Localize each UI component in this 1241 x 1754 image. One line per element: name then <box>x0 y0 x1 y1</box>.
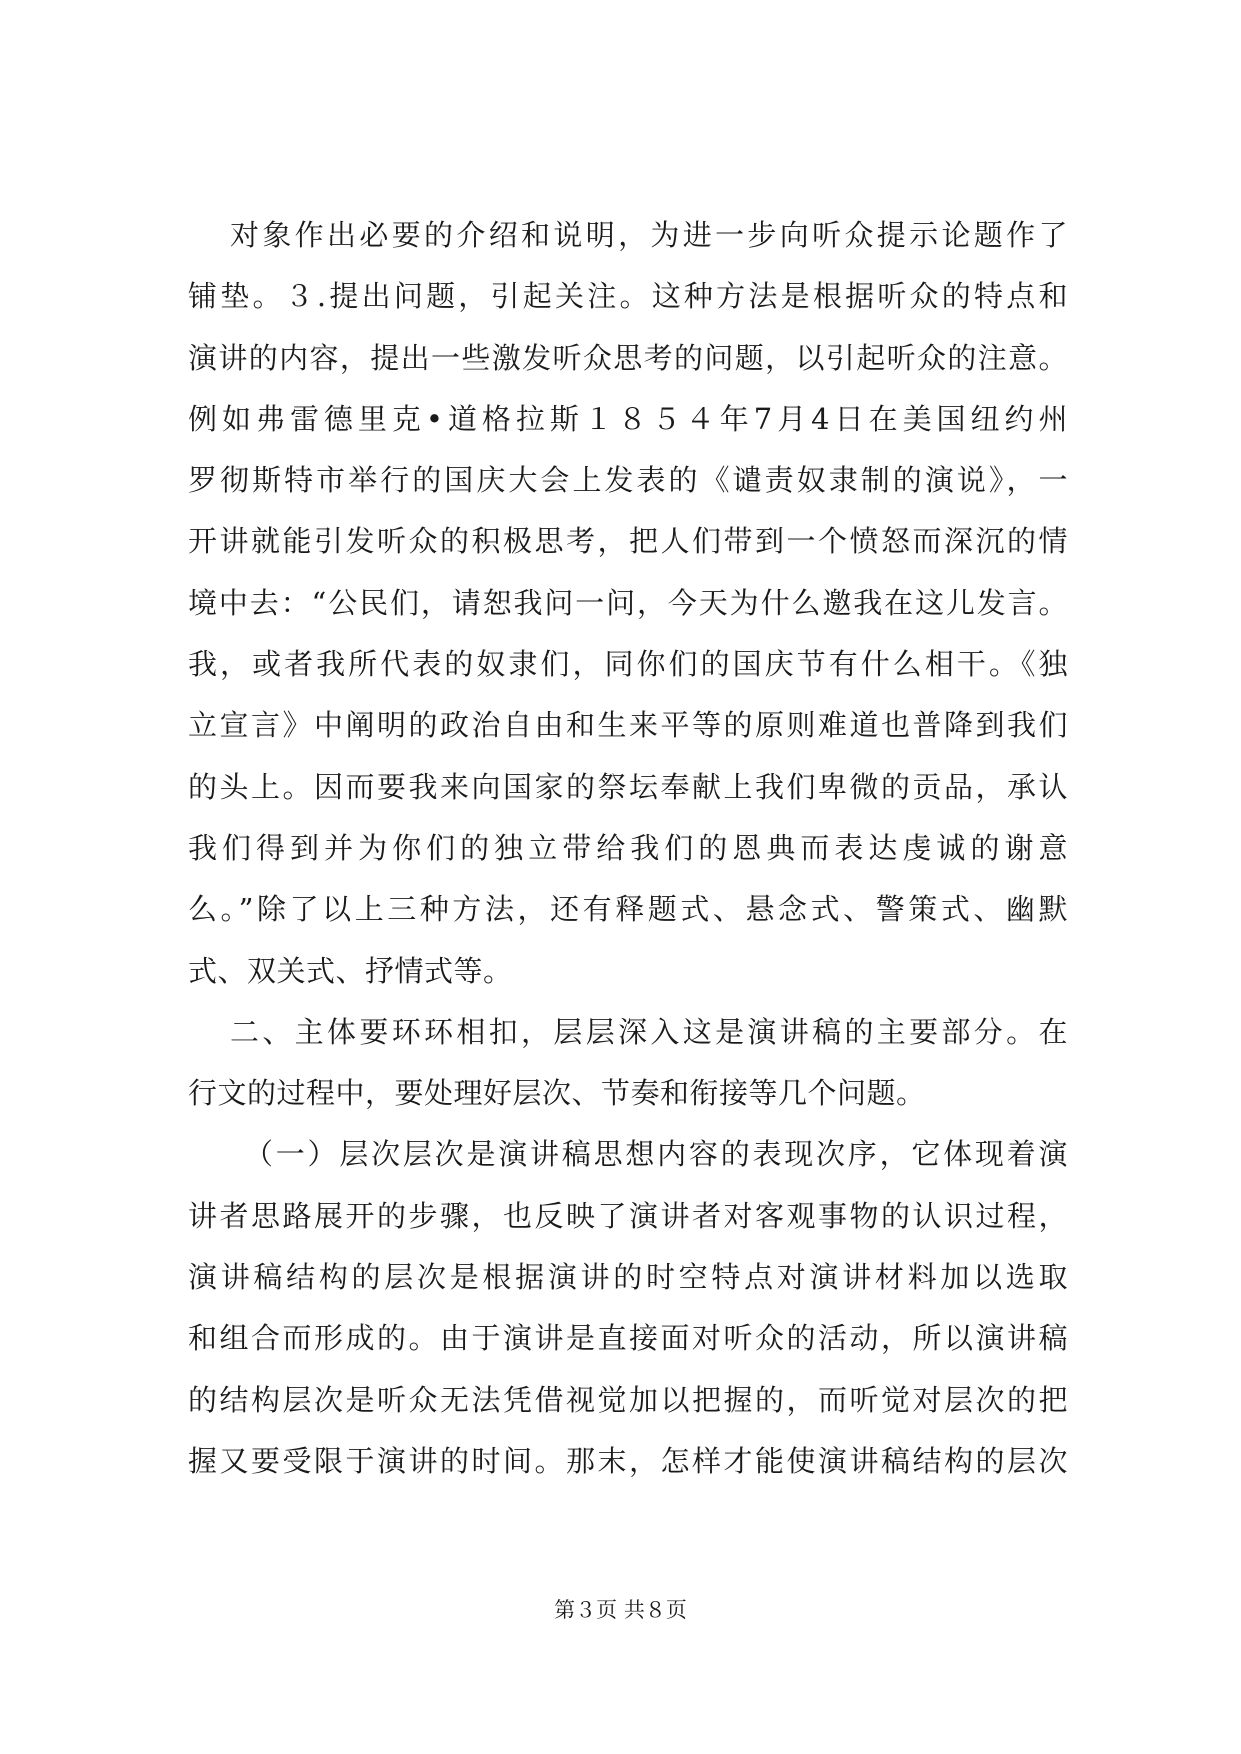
text-line-16: （一）层次层次是演讲稿思想内容的表现次序，它体现着演 <box>244 1137 1068 1172</box>
text-line-7: 境中去：“公民们，请恕我问一问，今天为什么邀我在这儿发言。 <box>188 585 1068 620</box>
text-line-5: 罗彻斯特市举行的国庆大会上发表的《谴责奴隶制的演说》，一 <box>188 463 1068 498</box>
text-line-2: 铺垫。３.提出问题，引起关注。这种方法是根据听众的特点和 <box>188 279 1068 314</box>
text-line-9: 立宣言》中阐明的政治自由和生来平等的原则难道也普降到我们 <box>188 708 1068 743</box>
body-text <box>188 205 1068 1492</box>
text-line-14: 二、主体要环环相扣，层层深入这是演讲稿的主要部分。在 <box>230 1014 1068 1049</box>
text-line-4: 例如弗雷德里克•道格拉斯１８５４年7月4日在美国纽约州 <box>188 401 1068 436</box>
text-line-17: 讲者思路展开的步骤，也反映了演讲者对客观事物的认识过程， <box>188 1198 1068 1233</box>
text-line-10: 的头上。因而要我来向国家的祭坛奉献上我们卑微的贡品，承认 <box>188 769 1068 804</box>
text-line-6: 开讲就能引发听众的积极思考，把人们带到一个愤怒而深沉的情 <box>188 524 1068 559</box>
text-line-21: 握又要受限于演讲的时间。那末，怎样才能使演讲稿结构的层次 <box>188 1443 1068 1478</box>
page-number: 第３页 共８页 <box>554 1598 687 1622</box>
text-line-8: 我，或者我所代表的奴隶们，同你们的国庆节有什么相干。《独 <box>188 647 1068 682</box>
text-line-1: 对象作出必要的介绍和说明，为进一步向听众提示论题作了 <box>230 218 1068 252</box>
text-line-20: 的结构层次是听众无法凭借视觉加以把握的，而听觉对层次的把 <box>188 1382 1068 1417</box>
text-line-3: 演讲的内容，提出一些激发听众思考的问题，以引起听众的注意。 <box>188 340 1068 375</box>
text-line-12: 么。”除了以上三种方法，还有释题式、悬念式、警策式、幽默 <box>188 892 1068 927</box>
text-line-18: 演讲稿结构的层次是根据演讲的时空特点对演讲材料加以选取 <box>188 1260 1068 1295</box>
text-line-11: 我们得到并为你们的独立带给我们的恩典而表达虔诚的谢意 <box>188 830 1068 865</box>
text-line-15: 行文的过程中，要处理好层次、节奏和衔接等几个问题。 <box>188 1076 926 1111</box>
text-line-19: 和组合而形成的。由于演讲是直接面对听众的活动，所以演讲稿 <box>188 1321 1068 1356</box>
text-line-13: 式、双关式、抒情式等。 <box>188 953 513 988</box>
